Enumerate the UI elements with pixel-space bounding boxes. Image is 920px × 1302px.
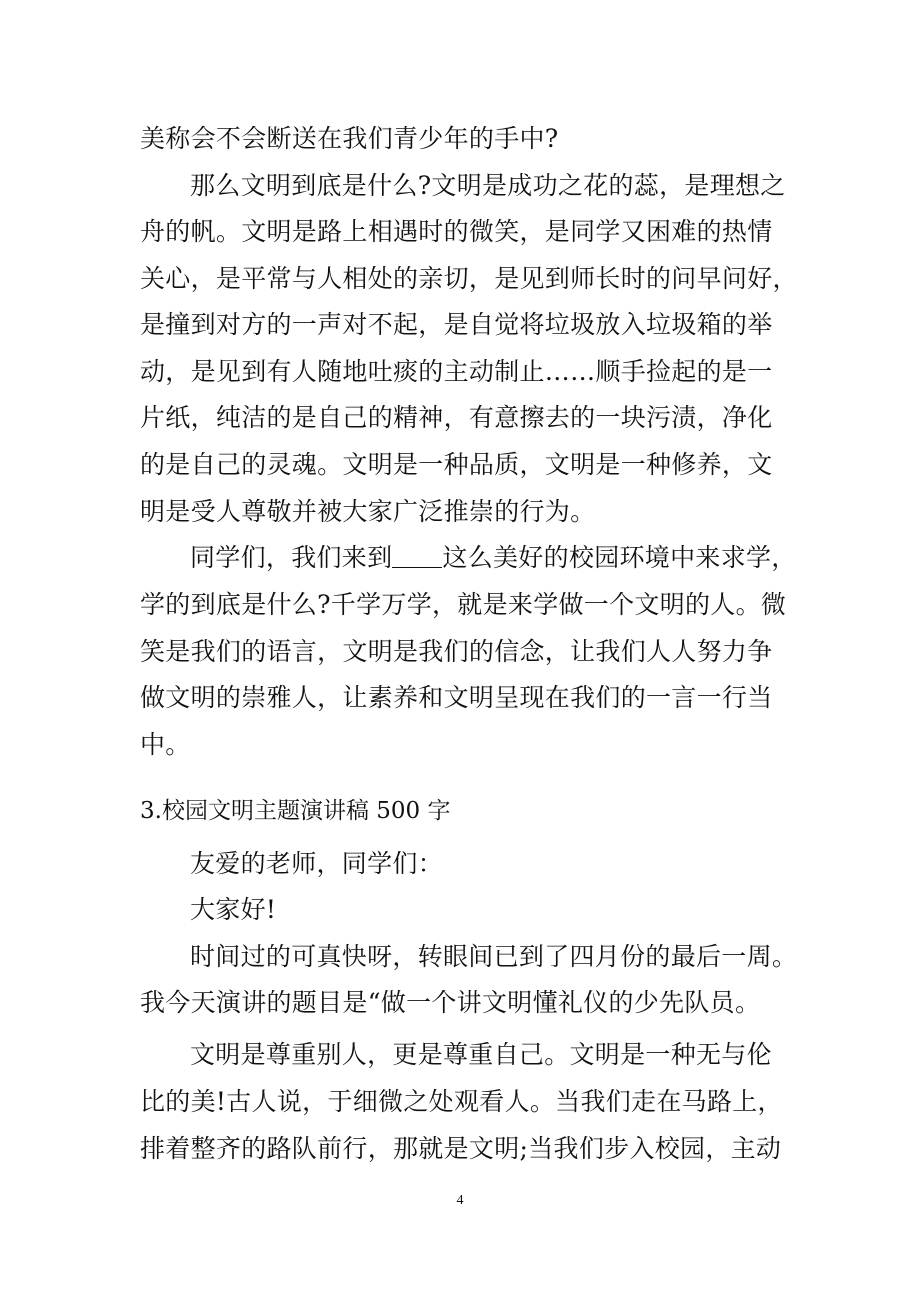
paragraph-2-line-1: 那么文明到底是什么?文明是成功之花的蕊，是理想之 xyxy=(190,171,786,200)
paragraph-6-line-1: 文明是尊重别人，更是尊重自己。文明是一种无与伦 xyxy=(190,1040,772,1069)
fill-in-blank xyxy=(392,545,442,568)
paragraph-2-line-5: 动，是见到有人随地吐痰的主动制止……顺手捡起的是一 xyxy=(140,357,773,386)
paragraph-2-line-4: 是撞到对方的一声对不起，是自觉将垃圾放入垃圾箱的举 xyxy=(140,310,773,339)
page-number: 4 xyxy=(456,1193,464,1208)
paragraph-3-line-3: 笑是我们的语言，文明是我们的信念，让我们人人努力争 xyxy=(140,637,773,666)
paragraph-3-line-4: 做文明的崇雅人，让素养和文明呈现在我们的一言一行当 xyxy=(140,683,773,712)
paragraph-3-line-2: 学的到底是什么?千学万学，就是来学做一个文明的人。微 xyxy=(140,590,787,619)
greeting: 大家好! xyxy=(190,895,277,924)
paragraph-5-line-1: 时间过的可真快呀，转眼间已到了四月份的最后一周。 xyxy=(190,942,798,971)
paragraph-5-line-2: 我今天演讲的题目是“做一个讲文明懂礼仪的少先队员。 xyxy=(140,988,761,1017)
fill-in-text-after: 这么美好的校园环境中来求学， xyxy=(442,543,797,572)
paragraph-2-line-8: 明是受人尊敬并被大家广泛推崇的行为。 xyxy=(140,497,596,526)
paragraph-2-line-3: 关心，是平常与人相处的亲切，是见到师长时的问早问好， xyxy=(140,264,798,293)
paragraph-2-line-2: 舟的帆。文明是路上相遇时的微笑，是同学又困难的热情 xyxy=(140,217,773,246)
paragraph-3-line-5: 中。 xyxy=(140,730,191,759)
paragraph-3-line-1 xyxy=(190,543,797,573)
paragraph-6-line-2: 比的美!古人说，于细微之处观看人。当我们走在马路上， xyxy=(140,1087,783,1116)
paragraph-2-line-7: 的是自己的灵魂。文明是一种品质，文明是一种修养，文 xyxy=(140,450,773,479)
fill-in-text-before: 同学们，我们来到 xyxy=(190,543,393,572)
paragraph-1-line-1: 美称会不会断送在我们青少年的手中? xyxy=(140,124,559,153)
paragraph-6-line-3: 排着整齐的路队前行，那就是文明;当我们步入校园，主动 xyxy=(140,1134,782,1163)
paragraph-2-line-6: 片纸，纯洁的是自己的精神，有意擦去的一块污渍，净化 xyxy=(140,403,773,432)
salutation: 友爱的老师，同学们： xyxy=(190,849,444,878)
section-heading: 3.校园文明主题演讲稿 500 字 xyxy=(140,798,451,824)
